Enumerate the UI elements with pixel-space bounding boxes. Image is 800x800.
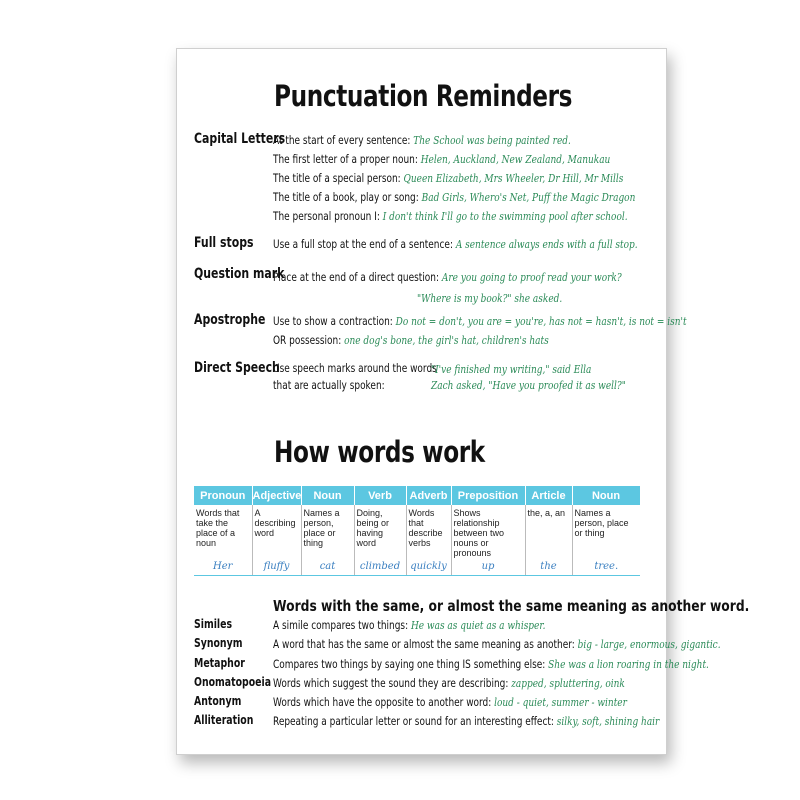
similes-text: A simile compares two things: <box>273 618 409 632</box>
label-alliteration: Alliteration <box>194 713 254 727</box>
direct-speech-example <box>431 362 591 376</box>
label-similes: Similes <box>194 617 233 631</box>
table-cell-example: climbed <box>354 558 406 576</box>
metaphor-text: Compares two things by saying one thing IS something else: <box>273 657 546 671</box>
table-cell-definition: A describing word <box>252 505 301 558</box>
figurative-heading: Words with the same, or almost the same meaning as another word. <box>273 597 750 615</box>
label-onomatopoeia: Onomatopoeia <box>194 675 272 689</box>
direct-speech-text: Use speech marks around the words <box>273 361 437 375</box>
question-mark-row <box>273 270 622 284</box>
table-header: Noun <box>301 486 354 505</box>
alliteration-text: Repeating a particular letter or sound for an interesting effect: <box>273 714 554 728</box>
table-cell-definition: Words that describe verbs <box>406 505 451 558</box>
label-metaphor: Metaphor <box>194 656 245 670</box>
table-cell-definition: Doing, being or having word <box>354 505 406 558</box>
capital-row-1-text: At the start of every sentence: <box>273 133 411 147</box>
capital-row-3-example: Queen Elizabeth, Mrs Wheeler, Dr Hill, Mr Mills <box>403 171 624 185</box>
capital-row-4-text: The title of a book, play or song: <box>273 190 419 204</box>
table-header: Adverb <box>406 486 451 505</box>
label-full-stops: Full stops <box>194 235 254 251</box>
table-header-row <box>194 486 640 505</box>
label-antonym: Antonym <box>194 694 242 708</box>
alliteration-row <box>273 714 659 728</box>
table-header: Preposition <box>451 486 525 505</box>
metaphor-row <box>273 657 709 671</box>
question-mark-text: Place at the end of a direct question: <box>273 270 440 284</box>
capital-row-3 <box>273 171 623 185</box>
question-mark-example-2: "Where is my book?" she asked. <box>417 291 563 305</box>
label-question-mark: Question mark <box>194 266 285 282</box>
table-cell-definition: Shows relationship between two nouns or pronouns <box>451 505 525 558</box>
table-definition-row <box>194 505 640 558</box>
full-stops-text: Use a full stop at the end of a sentence: <box>273 237 453 251</box>
poster <box>176 48 750 755</box>
table-header: Noun <box>572 486 640 505</box>
table-cell-example: quickly <box>406 558 451 576</box>
apostrophe-text: Use to show a contraction: <box>273 314 393 328</box>
synonym-text: A word that has the same or almost the same meaning as another: <box>273 637 575 651</box>
table-example-row <box>194 558 640 576</box>
capital-row-2-example: Helen, Auckland, New Zealand, Manukau <box>420 152 611 166</box>
table-header: Verb <box>354 486 406 505</box>
capital-row-1-example: The School was being painted red. <box>413 133 571 147</box>
similes-example: He was as quiet as a whisper. <box>410 618 546 632</box>
table-cell-example: the <box>525 558 572 576</box>
question-mark-row-2 <box>417 291 562 305</box>
apostrophe-row-2 <box>273 333 549 347</box>
capital-row-3-text: The title of a special person: <box>273 171 401 185</box>
apostrophe-text-2: OR possession: <box>273 333 342 347</box>
onomatopoeia-row <box>273 676 625 690</box>
capital-row-4 <box>273 190 635 204</box>
section-title-how-words-work: How words work <box>274 435 485 469</box>
table-cell-definition: Names a person, place or thing <box>572 505 640 558</box>
word-classes-table <box>194 486 641 576</box>
direct-speech-text-2: that are actually spoken: <box>273 378 385 392</box>
direct-speech-example-2: Zach asked, "Have you proofed it as well?" <box>431 378 626 392</box>
page-title: Punctuation Reminders <box>274 79 573 113</box>
question-mark-example: Are you going to proof read your work? <box>441 270 622 284</box>
synonym-row <box>273 637 721 651</box>
capital-row-2-text: The first letter of a proper noun: <box>273 152 418 166</box>
direct-speech-example-line-2 <box>431 378 626 392</box>
table-cell-definition: the, a, an <box>525 505 572 558</box>
antonym-example: loud - quiet, summer - winter <box>494 695 627 709</box>
onomatopoeia-text: Words which suggest the sound they are describing: <box>273 676 509 690</box>
capital-row-5-example: I don't think I'll go to the swimming pool after school. <box>382 209 628 223</box>
table-cell-example: fluffy <box>252 558 301 576</box>
label-capital-letters: Capital Letters <box>194 131 286 147</box>
label-apostrophe: Apostrophe <box>194 312 266 328</box>
table-cell-definition: Words that take the place of a noun <box>196 508 240 548</box>
antonym-row <box>273 695 627 709</box>
capital-row-1 <box>273 133 571 147</box>
table-cell-example: tree. <box>572 558 640 576</box>
apostrophe-example: Do not = don't, you are = you're, has not = hasn't, is not = isn't <box>395 314 687 328</box>
capital-row-2 <box>273 152 610 166</box>
label-direct-speech: Direct Speech <box>194 360 280 376</box>
capital-row-5-text: The personal pronoun I: <box>273 209 380 223</box>
table-cell-example: up <box>451 558 525 576</box>
table-header: Article <box>525 486 572 505</box>
table-cell-definition: Names a person, place or thing <box>301 505 354 558</box>
full-stops-row <box>273 237 638 251</box>
full-stops-example: A sentence always ends with a full stop. <box>455 237 638 251</box>
table-cell-example: cat <box>301 558 354 576</box>
capital-row-5 <box>273 209 628 223</box>
metaphor-example: She was a lion roaring in the night. <box>548 657 709 671</box>
apostrophe-row-1 <box>273 314 687 328</box>
apostrophe-example-2: one dog's bone, the girl's hat, children's hats <box>344 333 549 347</box>
onomatopoeia-example: zapped, spluttering, oink <box>511 676 625 690</box>
table-cell-example: Her <box>194 558 252 576</box>
label-synonym: Synonym <box>194 636 243 650</box>
table-header: Adjective <box>252 486 301 505</box>
alliteration-example: silky, soft, shining hair <box>556 714 660 728</box>
table-header: Pronoun <box>194 486 252 505</box>
synonym-example: big - large, enormous, gigantic. <box>577 637 721 651</box>
similes-row <box>273 618 546 632</box>
antonym-text: Words which have the opposite to another word: <box>273 695 492 709</box>
capital-row-4-example: Bad Girls, Whero's Net, Puff the Magic Dragon <box>421 190 636 204</box>
direct-speech-example-1: "I've finished my writing," said Ella <box>431 362 592 376</box>
